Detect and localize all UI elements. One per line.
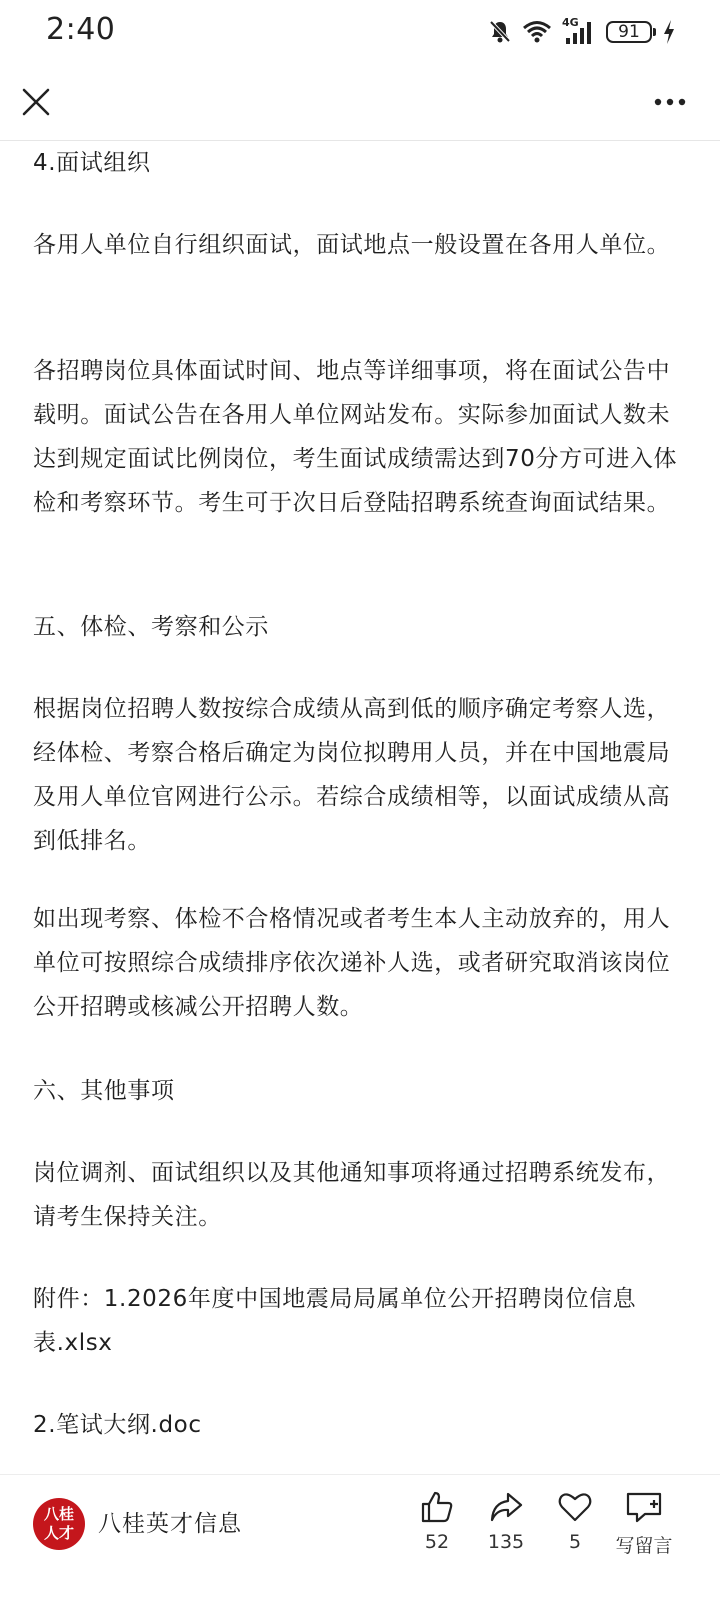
charging-icon bbox=[662, 19, 676, 45]
share-button[interactable] bbox=[471, 1489, 541, 1553]
avatar[interactable] bbox=[33, 1498, 85, 1550]
like-count: 52 bbox=[424, 1531, 450, 1553]
avatar-text: 八桂 bbox=[43, 1505, 74, 1523]
top-nav-bar bbox=[0, 64, 720, 141]
network-type-label: 4G bbox=[562, 16, 579, 29]
heart-icon bbox=[557, 1489, 593, 1525]
account-name[interactable]: 八桂英才信息 bbox=[98, 1511, 242, 1537]
thumbs-up-icon bbox=[419, 1489, 455, 1525]
signal-icon bbox=[562, 18, 596, 46]
article-paragraph: 岗位调剂、面试组织以及其他通知事项将通过招聘系统发布，请考生保持关注。 bbox=[33, 1160, 671, 1230]
attachment-link[interactable]: 2.笔试大纲.doc bbox=[33, 1412, 202, 1438]
article-section-heading: 五、体检、考察和公示 bbox=[33, 614, 269, 640]
share-icon bbox=[488, 1489, 524, 1525]
favorite-count: 5 bbox=[568, 1531, 582, 1553]
close-icon bbox=[16, 82, 56, 122]
battery-icon bbox=[606, 21, 652, 43]
article-paragraph: 4.面试组织 bbox=[33, 150, 151, 176]
article-paragraph: 如出现考察、体检不合格情况或者考生本人主动放弃的，用人单位可按照综合成绩排序依次递补人选，或者研究取消该岗位公开招聘或核减公开招聘人数。 bbox=[33, 906, 671, 1020]
battery-level: 91 bbox=[618, 22, 640, 42]
status-bar bbox=[0, 0, 720, 64]
avatar-text: 人才 bbox=[43, 1524, 74, 1542]
write-comment-button[interactable] bbox=[609, 1489, 679, 1558]
more-options-button[interactable] bbox=[648, 82, 692, 122]
more-icon bbox=[648, 82, 692, 122]
article-paragraph: 各用人单位自行组织面试，面试地点一般设置在各用人单位。 bbox=[33, 232, 671, 258]
article-paragraph: 根据岗位招聘人数按综合成绩从高到低的顺序确定考察人选，经体检、考察合格后确定为岗位拟聘用人员，并在中国地震局及用人单位官网进行公示。若综合成绩相等，以面试成绩从高到低排名。 bbox=[33, 696, 671, 854]
status-icons bbox=[488, 14, 676, 50]
attachment-link[interactable]: 附件：1.2026年度中国地震局局属单位公开招聘岗位信息表.xlsx bbox=[33, 1286, 637, 1356]
bell-off-icon bbox=[488, 19, 512, 45]
article-body bbox=[0, 141, 720, 1474]
article-paragraph: 各招聘岗位具体面试时间、地点等详细事项，将在面试公告中载明。面试公告在各用人单位网站发布。实际参加面试人数未达到规定面试比例岗位，考生面试成绩需达到70分方可进入体检和考察环节。考生可于次日后登陆招聘系统查询面试结果。 bbox=[33, 358, 678, 516]
bottom-action-bar bbox=[0, 1474, 720, 1601]
share-count: 135 bbox=[487, 1531, 525, 1553]
like-button[interactable] bbox=[402, 1489, 472, 1553]
status-time: 2:40 bbox=[46, 12, 116, 47]
wifi-icon bbox=[522, 20, 552, 44]
comment-add-icon bbox=[625, 1489, 663, 1525]
favorite-button[interactable] bbox=[540, 1489, 610, 1553]
close-button[interactable] bbox=[16, 82, 56, 122]
write-comment-label: 写留言 bbox=[615, 1535, 673, 1557]
article-section-heading: 六、其他事项 bbox=[33, 1078, 175, 1104]
